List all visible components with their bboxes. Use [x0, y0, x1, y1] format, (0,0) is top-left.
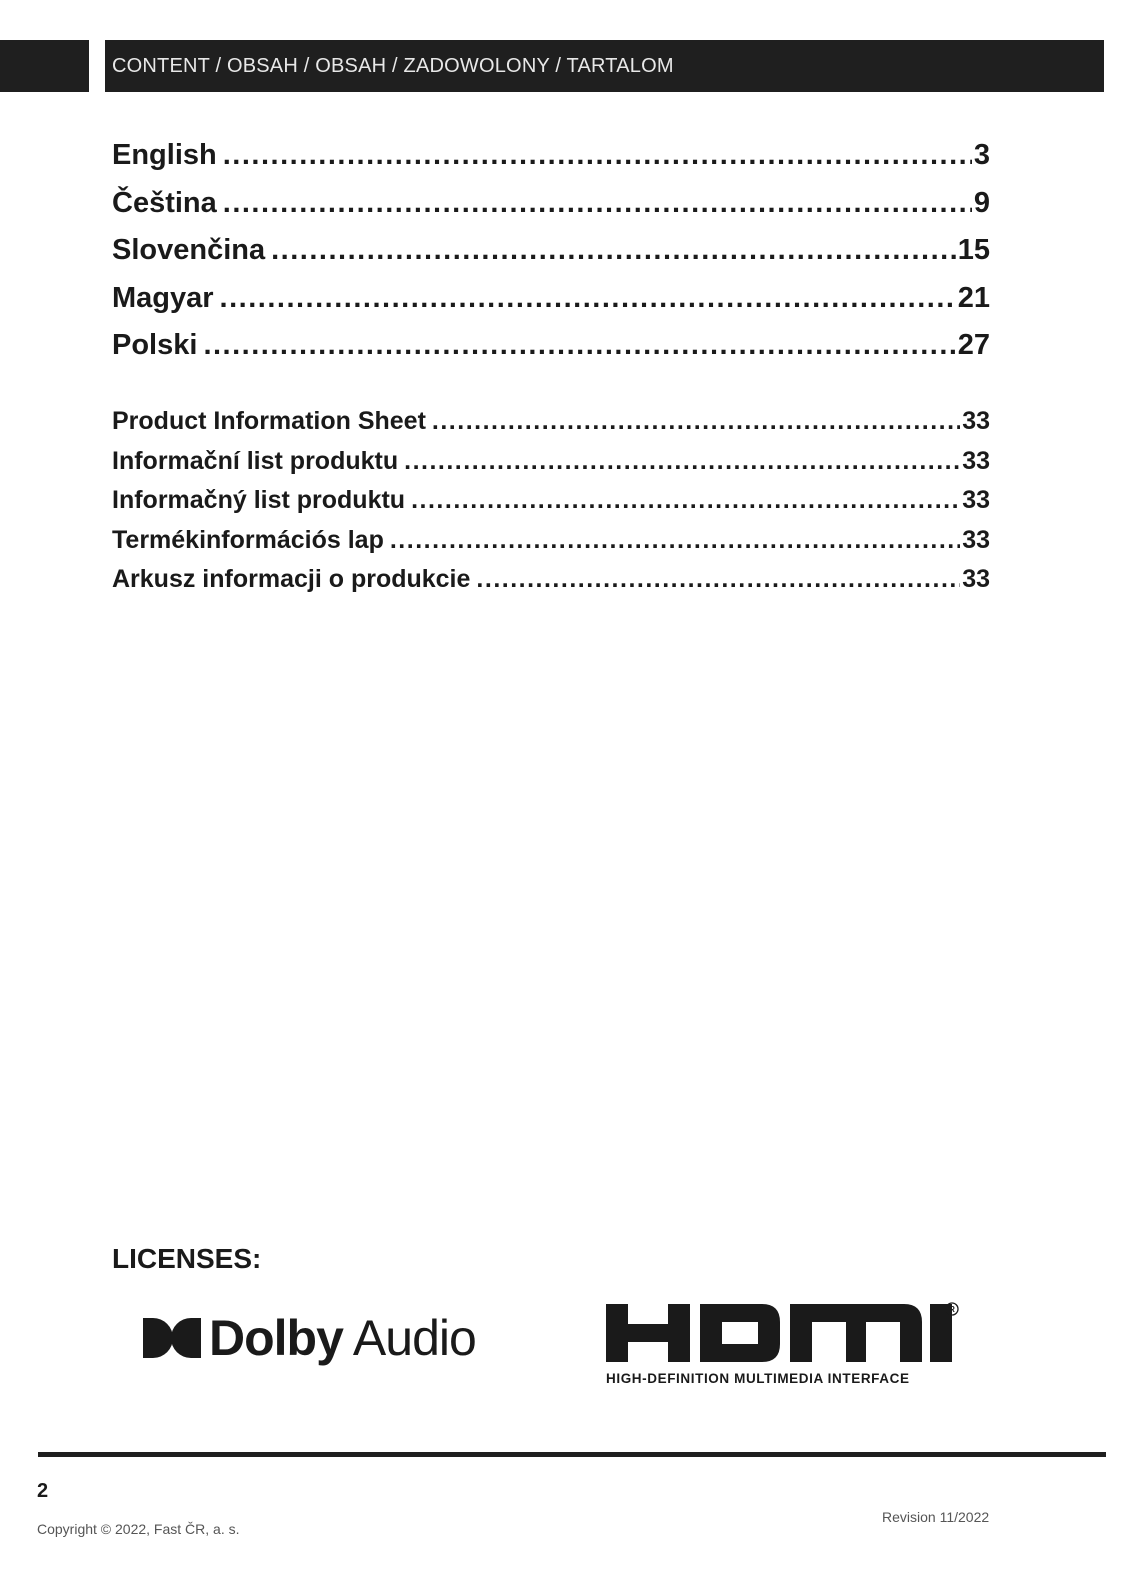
toc-info-sheets: [112, 407, 990, 605]
toc-entry-termekinformacios-lap[interactable]: [112, 526, 990, 566]
toc-languages: [112, 139, 990, 377]
page-number: 2: [37, 1480, 49, 1502]
toc-entry-slovencina[interactable]: [112, 234, 990, 282]
licenses-heading: LICENSES:: [112, 1243, 262, 1274]
toc-entry-page: 33: [962, 486, 990, 514]
toc-entry-magyar[interactable]: [112, 282, 990, 330]
hdmi-logo: [604, 1300, 964, 1386]
dolby-double-d-icon: [143, 1318, 201, 1358]
toc-entry-label: English: [112, 139, 217, 171]
toc-leader-dots: [203, 329, 955, 362]
revision-text: Revision 11/2022: [882, 1509, 990, 1525]
toc-entry-page: 33: [962, 565, 990, 593]
toc-entry-page: 9: [973, 186, 990, 219]
header-bar: [105, 40, 1104, 92]
hdmi-tagline: HIGH-DEFINITION MULTIMEDIA INTERFACE: [606, 1371, 910, 1386]
toc-entry-label: Magyar: [112, 281, 214, 314]
toc-entry-page: 3: [973, 139, 990, 171]
toc-entry-page: 33: [962, 525, 990, 554]
header-title: CONTENT / OBSAH / OBSAH / ZADOWOLONY / TARTALOM: [112, 54, 674, 77]
toc-entry-informacni-list[interactable]: [112, 447, 990, 487]
toc-leader-dots: [223, 139, 972, 172]
toc-entry-label: Polski: [112, 329, 198, 361]
toc-entry-informacny-list[interactable]: [112, 486, 990, 526]
toc-entry-label: Slovenčina: [112, 234, 266, 266]
toc-entry-polski[interactable]: [112, 329, 990, 377]
toc-leader-dots: [390, 526, 960, 555]
footer-divider: [38, 1452, 1106, 1457]
toc-entry-page: 33: [962, 446, 990, 475]
toc-entry-english[interactable]: [112, 139, 990, 187]
toc-entry-arkusz-informacji[interactable]: [112, 565, 990, 605]
toc-entry-label: Arkusz informacji o produkcie: [112, 565, 471, 593]
toc-entry-page: 27: [957, 329, 990, 361]
toc-entry-label: Informačný list produktu: [112, 486, 406, 514]
toc-entry-label: Termékinformációs lap: [112, 525, 384, 554]
header-left-block: [0, 40, 89, 92]
toc-entry-page: 33: [962, 407, 990, 435]
dolby-wordmark: Dolby: [209, 1310, 343, 1366]
toc-leader-dots: [476, 565, 960, 594]
toc-entry-label: Informační list produktu: [112, 446, 399, 475]
copyright-text: Copyright © 2022, Fast ČR, a. s.: [37, 1521, 240, 1537]
dolby-audio-logo: [143, 1306, 476, 1370]
toc-entry-page: 15: [957, 234, 990, 266]
dolby-audio-text: Audio: [352, 1310, 476, 1366]
toc-leader-dots: [411, 486, 960, 515]
toc-leader-dots: [271, 234, 956, 267]
toc-leader-dots: [404, 447, 960, 476]
toc-leader-dots: [223, 187, 972, 220]
toc-entry-product-information-sheet[interactable]: [112, 407, 990, 447]
toc-entry-page: 21: [957, 281, 990, 314]
toc-leader-dots: [432, 407, 960, 436]
toc-leader-dots: [220, 282, 956, 315]
toc-entry-cestina[interactable]: [112, 187, 990, 235]
toc-entry-label: Čeština: [112, 186, 217, 219]
hdmi-wordmark-icon: [604, 1300, 960, 1364]
svg-text:R: R: [949, 1305, 955, 1314]
toc-entry-label: Product Information Sheet: [112, 407, 426, 435]
